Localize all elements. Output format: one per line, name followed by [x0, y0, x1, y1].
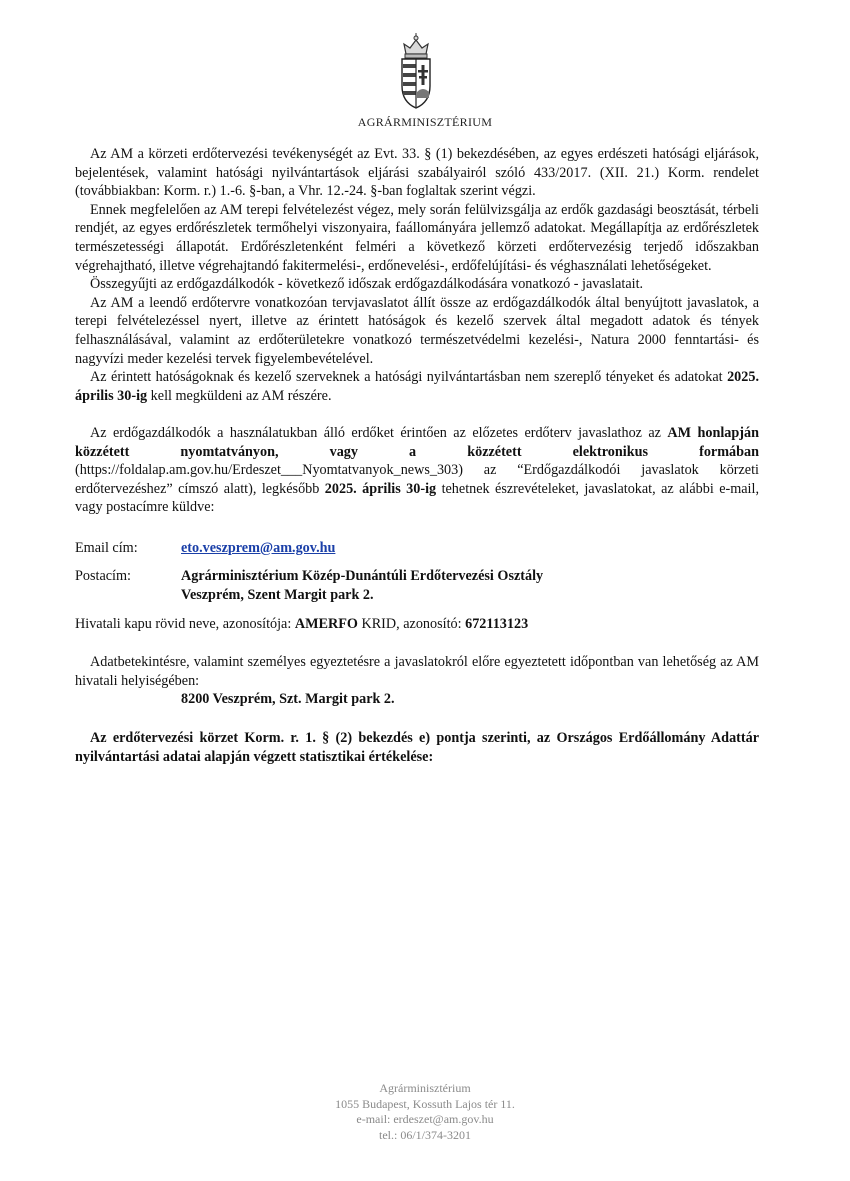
deadline-date: 2025. április 30-ig [75, 369, 759, 404]
consultation-address: 8200 Veszprém, Szt. Margit park 2. [181, 691, 395, 708]
paragraph-field-survey: Ennek megfelelően az AM terepi felvételezést végez, mely során felülvizsgálja az erdők gazdasági beosztását, térbeli rendjét, az egyes erdőrészletek termőhelyi viszonyaira, faállományára jellemző adatokat. Megállapítja az erdőrészletek természetességi állapotát. Erdőrészletenként felméri a következő körzeti erdőtervezésig terjedő időszakban végrehajtható, illetve végrehajtandó fakitermelési-, erdőnevelési-, erdőfelújítási- és véghasználati lehetőségeket. [75, 201, 759, 274]
paragraph-authorities-deadline: Az érintett hatóságoknak és kezelő szerveknek a hatósági nyilvántartásban nem szereplő tényeket és adatokat 2025. április 30-ig kell megküldeni az AM részére. [75, 369, 759, 404]
paragraph-consultation: Adatbetekintésre, valamint személyes egyeztetésre a javaslatokról előre egyeztetett időpontban van lehetőség az AM hivatali helyiségében: [75, 654, 759, 689]
document-body [75, 145, 759, 766]
coat-of-arms-icon [394, 32, 438, 110]
office-gateway-line: Hivatali kapu rövid neve, azonosítója: AMERFO KRID, azonosító: 672113123 [75, 615, 529, 632]
postal-address-line2: Veszprém, Szent Margit park 2. [181, 587, 374, 604]
deadline-date: 2025. április 30-ig [324, 480, 437, 497]
ministry-name: AGRÁRMINISZTÉRIUM [357, 115, 493, 129]
paragraph-legal-basis: Az AM a körzeti erdőtervezési tevékenységét az Evt. 33. § (1) bekezdésében, az egyes erdészeti hatósági eljárások, bejelentések, valamint hatósági nyilvántartások eljárási szabályairól szóló 433/2017. (XII. 21.) Korm. rendelet (továbbiakban: Korm. r.) 1.-6. §-ban, a Vhr. 12.-24. §-ban foglaltak szerint végzi. [75, 146, 759, 200]
gateway-id: 672113123 [465, 615, 529, 632]
email-label: Email cím: [75, 539, 138, 556]
email-row [75, 539, 759, 558]
email-link[interactable]: eto.veszprem@am.gov.hu [181, 539, 336, 556]
gateway-name: AMERFO [294, 615, 358, 632]
postal-address-line1: Agrárminisztérium Közép-Dunántúli Erdőtervezési Osztály [181, 568, 544, 585]
footer [0, 1081, 850, 1143]
paragraph-plan-proposal: Az AM a leendő erdőtervre vonatkozóan tervjavaslatot állít össze az erdőgazdálkodók által benyújtott javaslatok, a terepi felvételezéssel nyert, illetve az érintett hatóságok és kezelő szervek által megadott adatok és tények felhasználásával, valamint az erdőterületekre vonatkozó természetvédelmi kezelési-, Natura 2000 fenntartási- és nagyvízi meder kezelési tervek figyelembevételével. [75, 294, 759, 367]
paragraph-statistics-heading: Az erdőtervezési körzet Korm. r. 1. § (2) bekezdés e) pontja szerinti, az Országos Erdőállomány Adattár nyilvántartási adatai alapján végzett statisztikai értékelése: [75, 730, 759, 765]
paragraph-forest-managers: Az erdőgazdálkodók a használatukban álló erdőket érintően az előzetes erdőterv javaslathoz az AM honlapján közzétett nyomtatványon, vagy a közzétett elektronikus formában (https://foldalap.am.gov.hu/Erdeszet___Nyomtatvanyok_news_303) az “Erdőgazdálkodói javaslatok körzeti erdőtervezéshez” címszó alatt), legkésőbb 2025. április 30-ig tehetnek észrevételeket, javaslatokat, az alábbi e-mail, vagy postacímre küldve: [75, 424, 759, 516]
footer-org: Agrárminisztérium [379, 1081, 471, 1095]
postal-label: Postacím: [75, 568, 131, 585]
footer-phone: tel.: 06/1/374-3201 [379, 1127, 471, 1142]
form-reference: AM honlapján közzétett nyomtatványon, vagy a közzétett elektronikus formában [75, 424, 759, 460]
footer-email: e-mail: erdeszet@am.gov.hu [356, 1112, 494, 1127]
paragraph-collect-proposals: Összegyűjti az erdőgazdálkodók - következő időszak erdőgazdálkodására vonatkozó - javaslatait. [90, 276, 644, 293]
footer-address: 1055 Budapest, Kossuth Lajos tér 11. [335, 1096, 515, 1111]
postal-row [75, 567, 759, 586]
